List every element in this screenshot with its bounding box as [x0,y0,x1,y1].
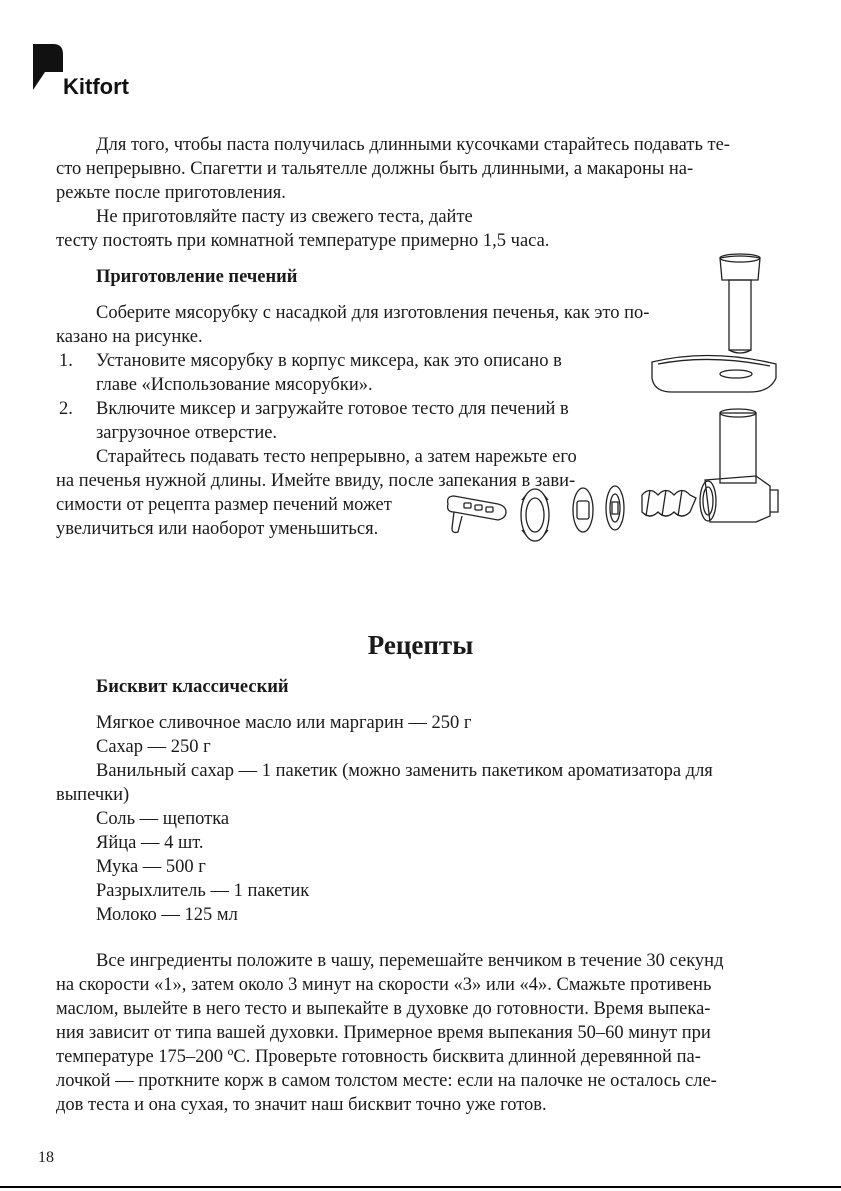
cookie-attachment-bar-icon [448,496,506,533]
step-1-line-1: Установите мясорубку в корпус миксера, как это описано в [96,351,562,371]
method-line: дов теста и она сухая, то значит наш бисквит точно уже готов. [56,1095,547,1115]
step-1-number: 1. [59,351,73,371]
grinder-body-icon [700,409,778,522]
biscuit-heading: Бисквит классический [96,677,289,697]
ingredient-line: выпечки) [56,785,130,805]
auger-screw-icon [642,490,696,516]
ring-nut-icon [521,489,549,541]
meat-grinder-assembly-illustration [440,250,780,550]
bottom-rule [0,1186,841,1188]
ingredient-line: Разрыхлитель — 1 пакетик [96,881,310,901]
step-2-line-2: загрузочное отверстие. [96,423,278,443]
ingredient-line: Мука — 500 г [96,857,206,877]
method-line: Все ингредиенты положите в чашу, перемешайте венчиком в течение 30 секунд [96,951,724,971]
kitfort-logo-icon [33,44,63,96]
feeding-tray-icon [652,355,776,392]
pasta-line-1: Для того, чтобы паста получилась длинными кусочками старайтесь подавать те- [96,135,730,155]
tip-line-3: симости от рецепта размер печений может [56,495,392,515]
page-number: 18 [38,1149,54,1166]
cookies-intro-1: Соберите мясорубку с насадкой для изготовления печенья, как это по- [96,303,650,323]
ingredient-line: Ванильный сахар — 1 пакетик (можно заменить пакетиком ароматизатора для [96,761,713,781]
brand-logo [33,44,153,104]
tip-line-2: на печенья нужной длины. Имейте ввиду, после запекания в зави- [56,471,576,491]
cookies-intro-2: казано на рисунке. [56,327,203,347]
method-line: температуре 175–200 ºC. Проверьте готовность бисквита длинной деревянной па- [56,1047,701,1067]
step-2-number: 2. [59,399,73,419]
recipes-title: Рецепты [367,630,474,660]
pasta-line-5: тесту постоять при комнатной температуре примерно 1,5 часа. [56,231,550,251]
pasta-line-3: режьте после приготовления. [56,183,286,203]
brand-name: Kitfort [63,74,129,99]
step-1-line-2: главе «Использование мясорубки». [96,375,373,395]
method-line: лочкой — проткните корж в самом толстом месте: если на палочке не осталось сле- [56,1071,717,1091]
method-line: маслом, вылейте в него тесто и выпекайте в духовке до готовности. Время выпека- [56,999,711,1019]
food-pusher-icon [720,254,760,353]
method-line: на скорости «1», затем около 3 минут на скорости «3» или «4». Смажьте противень [56,975,712,995]
ingredient-line: Молоко — 125 мл [96,905,238,925]
step-2-line-1: Включите миксер и загружайте готовое тесто для печений в [96,399,569,419]
ingredient-line: Яйца — 4 шт. [96,833,204,853]
cookies-heading: Приготовление печений [96,267,298,287]
ingredient-line: Сахар — 250 г [96,737,211,757]
method-line: ния зависит от типа вашей духовки. Примерное время выпекания 50–60 минут при [56,1023,711,1043]
tip-line-1: Старайтесь подавать тесто непрерывно, а затем нарежьте его [96,447,577,467]
tip-line-4: увеличиться или наоборот уменьшиться. [56,519,379,539]
pasta-line-4: Не приготовляйте пасту из свежего теста, дайте [96,207,473,227]
pasta-line-2: сто непрерывно. Спагетти и тальятелле должны быть длинными, а макароны на- [56,159,694,179]
adapter-ring-icon [573,488,593,532]
ingredient-line: Мягкое сливочное масло или маргарин — 250 г [96,713,472,733]
round-disc-icon [606,486,624,530]
ingredient-line: Соль — щепотка [96,809,230,829]
